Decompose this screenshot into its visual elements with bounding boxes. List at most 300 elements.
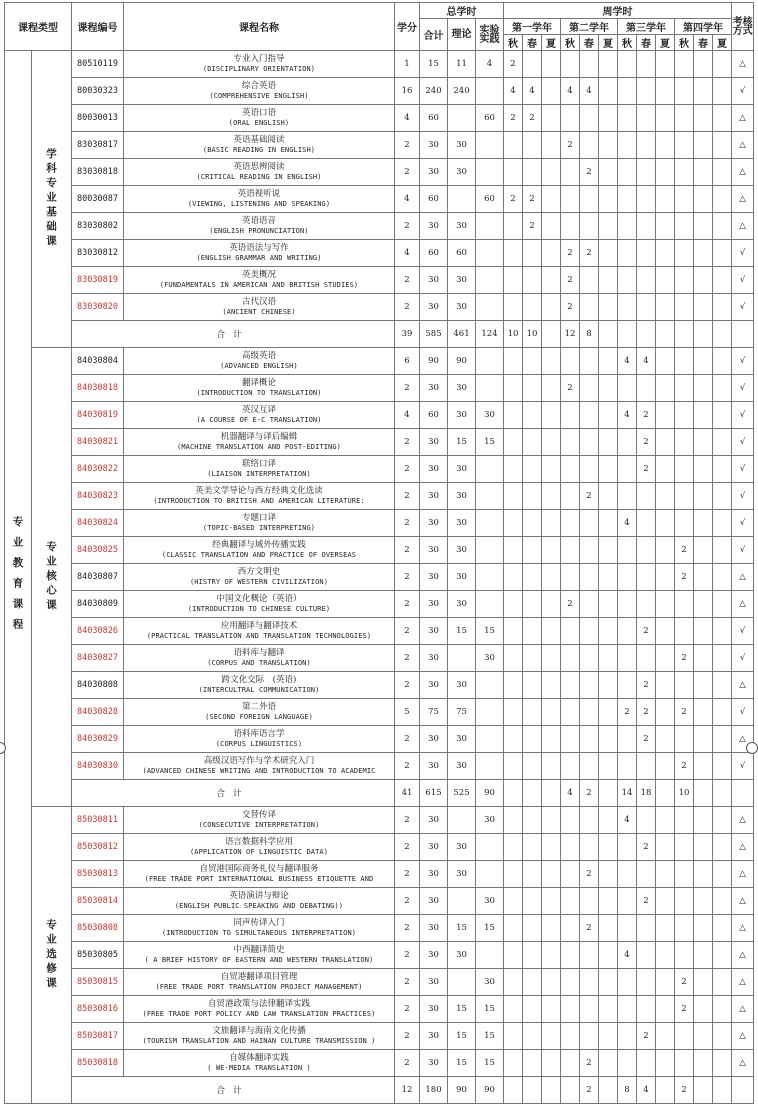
weekly-hours-cell <box>561 969 580 996</box>
weekly-hours-cell <box>713 618 732 645</box>
table-row <box>5 753 754 780</box>
course-name-zh: 文旅翻译与海南文化传播 <box>212 1026 306 1036</box>
header-term-spring: 春 <box>637 35 656 51</box>
weekly-hours-cell: 2 <box>675 645 694 672</box>
weekly-hours-cell <box>656 213 675 240</box>
table-row <box>5 294 754 321</box>
weekly-hours-cell <box>599 645 618 672</box>
subtotal-row <box>5 1077 754 1104</box>
course-name <box>124 753 395 780</box>
course-name <box>124 294 395 321</box>
subtotal-total: 585 <box>420 321 448 348</box>
table-row <box>5 348 754 375</box>
weekly-hours-cell <box>694 834 713 861</box>
weekly-hours-cell <box>713 699 732 726</box>
weekly-hours-cell: 2 <box>561 375 580 402</box>
course-name-en: (INTRODUCTION TO BRITISH AND AMERICAN LITERATURE: <box>153 497 365 505</box>
subtotal-weekly-cell <box>523 1077 542 1104</box>
weekly-hours-cell <box>542 456 561 483</box>
course-name-zh: 交替传译 <box>241 810 276 820</box>
table-row <box>5 618 754 645</box>
course-code: 84030829 <box>72 726 124 753</box>
table-row <box>5 213 754 240</box>
weekly-hours-cell <box>694 672 713 699</box>
cell-total: 30 <box>420 375 448 402</box>
cell-practice <box>476 159 504 186</box>
cell-exam: √ <box>732 78 754 105</box>
cell-exam: △ <box>732 105 754 132</box>
cell-practice <box>476 726 504 753</box>
weekly-hours-cell <box>618 834 637 861</box>
weekly-hours-cell <box>618 537 637 564</box>
course-code: 85030817 <box>72 1023 124 1050</box>
weekly-hours-cell <box>523 861 542 888</box>
weekly-hours-cell: 4 <box>580 78 599 105</box>
course-code: 83030802 <box>72 213 124 240</box>
course-name-zh: 英美概况 <box>241 270 276 280</box>
weekly-hours-cell <box>504 861 523 888</box>
header-term-autumn: 秋 <box>675 35 694 51</box>
cell-credit: 2 <box>395 672 420 699</box>
weekly-hours-cell <box>618 132 637 159</box>
weekly-hours-cell <box>656 267 675 294</box>
cell-exam: △ <box>732 186 754 213</box>
course-code: 85030805 <box>72 942 124 969</box>
weekly-hours-cell: 2 <box>523 105 542 132</box>
weekly-hours-cell <box>504 375 523 402</box>
weekly-hours-cell <box>504 753 523 780</box>
course-name-en: (ORAL ENGLISH) <box>228 119 290 127</box>
subtotal-weekly-cell <box>542 780 561 807</box>
weekly-hours-cell <box>675 807 694 834</box>
weekly-hours-cell: 2 <box>561 132 580 159</box>
weekly-hours-cell <box>656 618 675 645</box>
weekly-hours-cell <box>580 510 599 537</box>
cell-practice <box>476 591 504 618</box>
weekly-hours-cell <box>713 564 732 591</box>
weekly-hours-cell: 4 <box>618 807 637 834</box>
weekly-hours-cell <box>656 78 675 105</box>
weekly-hours-cell <box>694 537 713 564</box>
course-name-en: (CRITICAL READING IN ENGLISH) <box>196 173 322 181</box>
cell-exam: √ <box>732 348 754 375</box>
weekly-hours-cell <box>637 510 656 537</box>
weekly-hours-cell <box>580 699 599 726</box>
weekly-hours-cell <box>618 159 637 186</box>
weekly-hours-cell <box>599 294 618 321</box>
cell-theory: 60 <box>448 240 476 267</box>
weekly-hours-cell <box>675 915 694 942</box>
course-name-zh: 英语口语 <box>241 108 276 118</box>
weekly-hours-cell: 2 <box>637 429 656 456</box>
cell-theory: 30 <box>448 132 476 159</box>
subtotal-weekly-cell <box>694 1077 713 1104</box>
weekly-hours-cell <box>599 456 618 483</box>
weekly-hours-cell <box>637 375 656 402</box>
course-name-en: (TOPIC-BASED INTERPRETING) <box>202 524 316 532</box>
weekly-hours-cell <box>694 915 713 942</box>
header-term-spring: 春 <box>694 35 713 51</box>
weekly-hours-cell <box>637 294 656 321</box>
course-code: 84030818 <box>72 375 124 402</box>
cell-theory: 15 <box>448 618 476 645</box>
weekly-hours-cell <box>618 294 637 321</box>
weekly-hours-cell: 4 <box>618 510 637 537</box>
weekly-hours-cell <box>561 942 580 969</box>
course-name-en: (VIEWING, LISTENING AND SPEAKING) <box>187 200 331 208</box>
course-name <box>124 564 395 591</box>
weekly-hours-cell <box>504 834 523 861</box>
subtotal-weekly-cell <box>713 321 732 348</box>
weekly-hours-cell <box>580 645 599 672</box>
section-type-cell <box>32 807 72 1104</box>
cell-practice <box>476 510 504 537</box>
weekly-hours-cell <box>523 1050 542 1077</box>
cell-total: 30 <box>420 969 448 996</box>
weekly-hours-cell <box>618 105 637 132</box>
weekly-hours-cell <box>656 1023 675 1050</box>
weekly-hours-cell: 2 <box>523 213 542 240</box>
cell-exam: √ <box>732 375 754 402</box>
cell-credit: 2 <box>395 564 420 591</box>
table-row <box>5 375 754 402</box>
course-name-en: (CONSECUTIVE INTERPRETATION) <box>198 821 320 829</box>
weekly-hours-cell <box>694 483 713 510</box>
weekly-hours-cell: 4 <box>561 78 580 105</box>
weekly-hours-cell <box>599 1023 618 1050</box>
cell-theory: 30 <box>448 537 476 564</box>
course-name <box>124 942 395 969</box>
weekly-hours-cell <box>542 348 561 375</box>
weekly-hours-cell <box>713 996 732 1023</box>
weekly-hours-cell <box>656 564 675 591</box>
weekly-hours-cell <box>618 915 637 942</box>
cell-credit: 2 <box>395 375 420 402</box>
weekly-hours-cell <box>523 537 542 564</box>
weekly-hours-cell <box>599 213 618 240</box>
header-term-summer: 夏 <box>713 35 732 51</box>
header-course-type: 课程类型 <box>5 3 72 51</box>
subtotal-weekly-cell <box>637 321 656 348</box>
weekly-hours-cell <box>656 861 675 888</box>
cell-practice: 30 <box>476 807 504 834</box>
weekly-hours-cell: 4 <box>523 78 542 105</box>
cell-exam: △ <box>732 726 754 753</box>
weekly-hours-cell <box>523 240 542 267</box>
weekly-hours-cell <box>561 402 580 429</box>
weekly-hours-cell <box>694 753 713 780</box>
weekly-hours-cell <box>618 267 637 294</box>
weekly-hours-cell <box>542 1023 561 1050</box>
subtotal-weekly-cell: 10 <box>504 321 523 348</box>
cell-exam: √ <box>732 456 754 483</box>
cell-theory: 30 <box>448 753 476 780</box>
weekly-hours-cell: 2 <box>504 51 523 78</box>
subtotal-weekly-cell <box>599 321 618 348</box>
weekly-hours-cell <box>656 105 675 132</box>
weekly-hours-cell: 2 <box>637 1023 656 1050</box>
weekly-hours-cell <box>523 915 542 942</box>
subtotal-weekly-cell <box>542 1077 561 1104</box>
cell-credit: 2 <box>395 753 420 780</box>
cell-total: 30 <box>420 456 448 483</box>
weekly-hours-cell <box>637 105 656 132</box>
course-code: 80510119 <box>72 51 124 78</box>
weekly-hours-cell <box>599 186 618 213</box>
weekly-hours-cell <box>675 375 694 402</box>
weekly-hours-cell <box>694 375 713 402</box>
weekly-hours-cell <box>523 375 542 402</box>
subtotal-total: 180 <box>420 1077 448 1104</box>
weekly-hours-cell <box>618 429 637 456</box>
section-type-label: 学科专业基础课 <box>45 148 57 250</box>
table-row <box>5 1023 754 1050</box>
weekly-hours-cell <box>675 132 694 159</box>
weekly-hours-cell <box>675 510 694 537</box>
course-name <box>124 807 395 834</box>
cell-exam: √ <box>732 753 754 780</box>
cell-theory: 240 <box>448 78 476 105</box>
weekly-hours-cell <box>675 456 694 483</box>
cell-exam: △ <box>732 996 754 1023</box>
weekly-hours-cell <box>580 51 599 78</box>
weekly-hours-cell <box>504 1050 523 1077</box>
weekly-hours-cell <box>542 699 561 726</box>
cell-credit: 2 <box>395 510 420 537</box>
course-name-zh: 语料库与翻译 <box>233 648 285 658</box>
weekly-hours-cell <box>675 294 694 321</box>
weekly-hours-cell <box>694 267 713 294</box>
section-type-label: 专业选修课 <box>45 918 57 992</box>
weekly-hours-cell <box>618 969 637 996</box>
cell-practice <box>476 672 504 699</box>
course-name <box>124 969 395 996</box>
weekly-hours-cell <box>504 510 523 537</box>
weekly-hours-cell <box>523 1023 542 1050</box>
weekly-hours-cell <box>561 159 580 186</box>
cell-credit: 1 <box>395 51 420 78</box>
weekly-hours-cell <box>656 969 675 996</box>
weekly-hours-cell <box>713 240 732 267</box>
weekly-hours-cell: 2 <box>675 969 694 996</box>
weekly-hours-cell <box>618 186 637 213</box>
cell-credit: 2 <box>395 996 420 1023</box>
subtotal-weekly-cell: 18 <box>637 780 656 807</box>
course-code: 84030807 <box>72 564 124 591</box>
weekly-hours-cell <box>580 537 599 564</box>
weekly-hours-cell <box>561 1050 580 1077</box>
course-code: 85030808 <box>72 915 124 942</box>
course-name <box>124 456 395 483</box>
weekly-hours-cell: 2 <box>637 456 656 483</box>
weekly-hours-cell <box>580 186 599 213</box>
weekly-hours-cell <box>580 429 599 456</box>
subtotal-weekly-cell <box>618 321 637 348</box>
table-row <box>5 456 754 483</box>
header-term-autumn: 秋 <box>618 35 637 51</box>
weekly-hours-cell <box>599 591 618 618</box>
weekly-hours-cell <box>542 645 561 672</box>
weekly-hours-cell <box>637 267 656 294</box>
cell-credit: 2 <box>395 1023 420 1050</box>
weekly-hours-cell <box>637 807 656 834</box>
cell-practice <box>476 213 504 240</box>
weekly-hours-cell <box>637 51 656 78</box>
weekly-hours-cell <box>599 996 618 1023</box>
cell-theory: 30 <box>448 267 476 294</box>
weekly-hours-cell <box>618 375 637 402</box>
weekly-hours-cell: 2 <box>580 159 599 186</box>
cell-total: 30 <box>420 618 448 645</box>
weekly-hours-cell <box>523 348 542 375</box>
weekly-hours-cell: 2 <box>637 699 656 726</box>
weekly-hours-cell <box>675 591 694 618</box>
cell-practice <box>476 699 504 726</box>
course-code: 84030809 <box>72 591 124 618</box>
weekly-hours-cell <box>713 456 732 483</box>
subtotal-weekly-cell <box>713 780 732 807</box>
weekly-hours-cell <box>523 564 542 591</box>
weekly-hours-cell <box>561 483 580 510</box>
weekly-hours-cell: 2 <box>618 699 637 726</box>
cell-practice <box>476 834 504 861</box>
weekly-hours-cell <box>599 483 618 510</box>
weekly-hours-cell <box>675 1023 694 1050</box>
weekly-hours-cell <box>580 807 599 834</box>
course-name-en: (A COURSE OF E-C TRANSLATION) <box>196 416 322 424</box>
cell-total: 30 <box>420 294 448 321</box>
course-name-en: (BASIC READING IN ENGLISH) <box>202 146 316 154</box>
cell-total: 90 <box>420 348 448 375</box>
weekly-hours-cell <box>599 699 618 726</box>
weekly-hours-cell <box>542 969 561 996</box>
subtotal-weekly-cell <box>656 1077 675 1104</box>
weekly-hours-cell <box>523 456 542 483</box>
weekly-hours-cell <box>675 240 694 267</box>
weekly-hours-cell <box>656 645 675 672</box>
course-name-zh: 英语演讲与辩论 <box>229 891 289 901</box>
weekly-hours-cell <box>694 348 713 375</box>
weekly-hours-cell <box>542 51 561 78</box>
weekly-hours-cell <box>504 537 523 564</box>
course-name-zh: 第二外语 <box>241 702 276 712</box>
course-name-zh: 英汉互译 <box>241 405 276 415</box>
weekly-hours-cell <box>561 456 580 483</box>
weekly-hours-cell <box>694 429 713 456</box>
cell-practice <box>476 456 504 483</box>
weekly-hours-cell <box>675 672 694 699</box>
subtotal-theory: 90 <box>448 1077 476 1104</box>
course-code: 84030830 <box>72 753 124 780</box>
cell-credit: 16 <box>395 78 420 105</box>
weekly-hours-cell: 2 <box>504 105 523 132</box>
weekly-hours-cell <box>713 51 732 78</box>
header-term-summer: 夏 <box>656 35 675 51</box>
cell-credit: 2 <box>395 618 420 645</box>
cell-practice <box>476 240 504 267</box>
weekly-hours-cell <box>561 996 580 1023</box>
weekly-hours-cell <box>618 51 637 78</box>
weekly-hours-cell <box>542 510 561 537</box>
cell-total: 30 <box>420 861 448 888</box>
cell-total: 30 <box>420 996 448 1023</box>
weekly-hours-cell <box>504 996 523 1023</box>
section-type-cell <box>32 348 72 807</box>
weekly-hours-cell <box>599 159 618 186</box>
weekly-hours-cell: 2 <box>675 564 694 591</box>
weekly-hours-cell <box>637 591 656 618</box>
weekly-hours-cell <box>694 645 713 672</box>
course-name-zh: 自媒体翻译实践 <box>229 1053 289 1063</box>
course-code: 80030323 <box>72 78 124 105</box>
cell-total: 30 <box>420 564 448 591</box>
cell-total: 30 <box>420 888 448 915</box>
subtotal-weekly-cell <box>504 780 523 807</box>
table-row <box>5 537 754 564</box>
weekly-hours-cell <box>561 699 580 726</box>
cell-practice: 60 <box>476 186 504 213</box>
weekly-hours-cell <box>504 402 523 429</box>
weekly-hours-cell <box>637 996 656 1023</box>
table-row <box>5 1050 754 1077</box>
cell-exam: √ <box>732 429 754 456</box>
weekly-hours-cell <box>694 699 713 726</box>
cell-total: 30 <box>420 807 448 834</box>
weekly-hours-cell <box>580 1023 599 1050</box>
course-name-zh: 跨文化交际 (英语) <box>221 675 297 685</box>
cell-total: 30 <box>420 159 448 186</box>
header-term-autumn: 秋 <box>504 35 523 51</box>
weekly-hours-cell <box>675 348 694 375</box>
course-name-zh: 英语视听说 <box>237 189 281 199</box>
weekly-hours-cell: 2 <box>675 996 694 1023</box>
cell-total: 30 <box>420 726 448 753</box>
weekly-hours-cell <box>542 672 561 699</box>
cell-exam: △ <box>732 672 754 699</box>
header-year2: 第二学年 <box>561 19 618 35</box>
weekly-hours-cell <box>656 375 675 402</box>
course-name-en: (INTERCULTRAL COMMUNICATION) <box>198 686 320 694</box>
weekly-hours-cell <box>523 969 542 996</box>
weekly-hours-cell <box>694 240 713 267</box>
cell-exam: △ <box>732 969 754 996</box>
weekly-hours-cell <box>523 753 542 780</box>
table-row <box>5 726 754 753</box>
weekly-hours-cell <box>713 537 732 564</box>
weekly-hours-cell <box>694 294 713 321</box>
course-code: 84030808 <box>72 672 124 699</box>
course-name-en: (SECOND FOREIGN LANGUAGE) <box>205 713 313 721</box>
weekly-hours-cell <box>637 1050 656 1077</box>
weekly-hours-cell <box>599 510 618 537</box>
course-name-en: (INTRODUCTION TO SIMULTANEOUS INTERPRETATION) <box>161 929 357 937</box>
cell-credit: 4 <box>395 105 420 132</box>
cell-exam: △ <box>732 861 754 888</box>
cell-practice <box>476 483 504 510</box>
weekly-hours-cell: 2 <box>504 186 523 213</box>
course-code: 83030812 <box>72 240 124 267</box>
weekly-hours-cell <box>504 672 523 699</box>
weekly-hours-cell <box>523 834 542 861</box>
weekly-hours-cell <box>694 726 713 753</box>
header-course-name: 课程名称 <box>124 3 395 51</box>
weekly-hours-cell <box>523 645 542 672</box>
table-row <box>5 564 754 591</box>
cell-credit: 2 <box>395 915 420 942</box>
cell-theory <box>448 186 476 213</box>
subtotal-practice: 90 <box>476 1077 504 1104</box>
cell-exam: △ <box>732 51 754 78</box>
